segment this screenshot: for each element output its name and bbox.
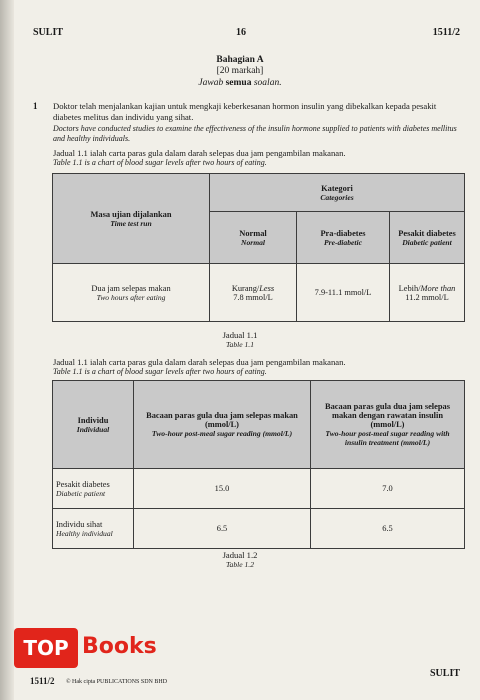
table1-col-diabetes: Pesakit diabetes Diabetic patient — [390, 212, 465, 264]
question-text-ms: Doktor telah menjalankan kajian untuk mengkaji keberkesanan hormon insulin yang dibekalkan kepada pesakit diabetes melitus dan individu yang sihat. — [53, 101, 437, 122]
table1-row-label: Dua jam selepas makan Two hours after eating — [53, 264, 210, 322]
footer-sulit: SULIT — [429, 668, 460, 679]
footer-publisher: © Hak cipta PUBLICATIONS SDN BHD — [66, 679, 168, 685]
logo-top-badge: TOP — [14, 628, 78, 668]
table1-caption: Jadual 1.1 Table 1.1 — [222, 330, 258, 349]
table2-header-before: Bacaan paras gula dua jam selepas makan (mmol/L) Two-hour post-meal sugar reading (mmol/L) — [134, 381, 311, 469]
table2-row-label: Individu sihat Healthy individual — [53, 509, 134, 549]
table2-after-value: 6.5 — [311, 509, 465, 549]
logo-books-text: Books — [82, 634, 157, 659]
section-title: Bahagian A — [216, 55, 264, 65]
table2-row-label: Pesakit diabetes Diabetic patient — [53, 469, 134, 509]
insulin-treatment-table — [52, 380, 465, 549]
table2-header-individual: Individu Individual — [53, 381, 134, 469]
table2-before-value: 15.0 — [134, 469, 311, 509]
table1-intro-ms: Jadual 1.1 ialah carta paras gula dalam darah selepas dua jam pengambilan makanan. — [53, 148, 346, 158]
table2-intro-ms: Jadual 1.1 ialah carta paras gula dalam darah selepas dua jam pengambilan makanan. — [53, 357, 346, 367]
blood-sugar-chart-table — [52, 173, 465, 322]
table2-caption: Jadual 1.2 Table 1.2 — [222, 550, 258, 569]
table1-header-category: Kategori Categories — [210, 174, 465, 212]
header-sulit: SULIT — [33, 27, 64, 38]
table1-col-normal: Normal Normal — [210, 212, 297, 264]
table2-intro-en: Table 1.1 is a chart of blood sugar levels after two hours of eating. — [53, 367, 267, 376]
page-edge — [0, 0, 14, 700]
table1-prediabetes-value: 7.9-11.1 mmol/L — [297, 264, 390, 322]
table2-after-value: 7.0 — [311, 469, 465, 509]
question-text-en: Doctors have conducted studies to examine the effectiveness of the insulin hormone supplied to patients with diabetes mellitus and healthy individuals. — [53, 124, 457, 143]
footer-paper-code: 1511/2 — [30, 676, 55, 686]
table1-diabetes-value: Lebih/More than 11.2 mmol/L — [390, 264, 465, 322]
table1-header-test-time: Masa ujian dijalankan Time test run — [53, 174, 210, 264]
table2-header-after: Bacaan paras gula dua jam selepas makan dengan rawatan insulin (mmol/L) Two-hour post-meal sugar reading with insulin treatment (mmol/L) — [311, 381, 465, 469]
table2-before-value: 6.5 — [134, 509, 311, 549]
topbooks-logo — [14, 628, 214, 672]
page-number: 16 — [236, 27, 246, 38]
paper-code: 1511/2 — [432, 27, 460, 38]
question-number: 1 — [33, 101, 38, 111]
section-marks: [20 markah] — [216, 66, 264, 76]
table1-intro-en: Table 1.1 is a chart of blood sugar levels after two hours of eating. — [53, 158, 267, 167]
section-instruction: Jawab semua soalan. — [198, 78, 282, 88]
table1-col-prediabetes: Pra-diabetes Pre-diabetic — [297, 212, 390, 264]
table1-normal-value: Kurang/Less 7.8 mmol/L — [210, 264, 297, 322]
